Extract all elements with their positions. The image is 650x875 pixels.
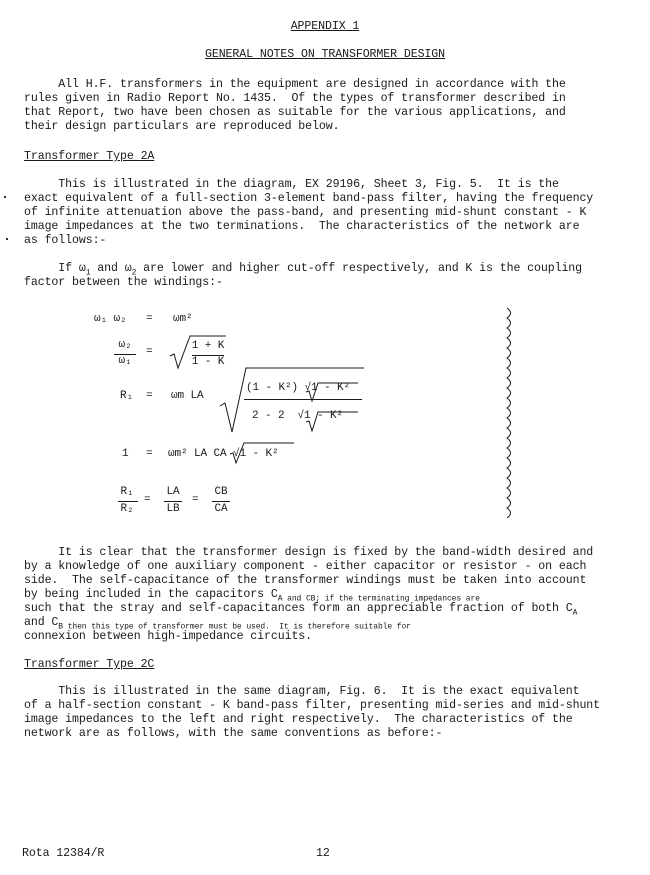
eq2-equals: = <box>146 346 153 358</box>
eq4-lhs: 1 <box>122 448 129 460</box>
page-number: 12 <box>316 847 330 860</box>
eq4-equals: = <box>146 448 153 460</box>
equation-brace-icon <box>504 306 518 518</box>
eq2-rad-num: 1 + K <box>191 340 225 352</box>
eq3-den: 2 - 2 √1 - K² <box>252 410 344 422</box>
eq5-bar-r <box>118 501 138 502</box>
eq4-rhs: ωm² LA CA √1 - K² <box>168 448 279 460</box>
eq5-equals-1: = <box>144 494 151 506</box>
eq5-la: LA <box>166 486 180 498</box>
s2a-p1-line-1: This is illustrated in the diagram, EX 29196, Sheet 3, Fig. 5. It is the <box>24 178 559 191</box>
eq4-radical-icon <box>228 441 298 465</box>
eq1-lhs: ω₁ ω₂ <box>94 313 127 325</box>
s2c-line-1: This is illustrated in the same diagram, Fig. 6. It is the exact equivalent <box>24 685 580 698</box>
after-eq-line-2: by a knowledge of one auxiliary component - either capacitor or resistor - on each <box>24 560 587 573</box>
eq1-rhs: ωm² <box>173 313 193 325</box>
after-eq-line-3: side. The self-capacitance of the transformer windings must be taken into account <box>24 574 587 587</box>
page-title: GENERAL NOTES ON TRANSFORMER DESIGN <box>204 48 445 61</box>
eq1-equals: = <box>146 313 153 325</box>
intro-line-3: that Report, two have been chosen as suitable for the various applications, and <box>24 106 566 119</box>
eq5-equals-2: = <box>192 494 199 506</box>
eq5-r2: R₂ <box>120 503 134 515</box>
s2a-p1-line-4: image impedances at the two terminations. The characteristics of the network are <box>24 220 580 233</box>
after-eq-line-1: It is clear that the transformer design is fixed by the band-width desired and <box>24 546 594 559</box>
eq2-den: ω₁ <box>118 355 132 367</box>
intro-line-1: All H.F. transformers in the equipment are designed in accordance with the <box>24 78 566 91</box>
after-eq-line-5: such that the stray and self-capacitances form an appreciable fraction of both $C_A$ <box>24 602 578 618</box>
eq5-ca: CA <box>214 503 228 515</box>
section-2a-heading: Transformer Type 2A <box>24 150 155 163</box>
eq3-mid: ωm LA <box>171 390 204 402</box>
eq3-fraction-bar <box>244 399 362 400</box>
s2c-line-2: of a half-section constant - K band-pass filter, presenting mid-series and mid-shunt <box>24 699 601 712</box>
margin-mark <box>4 196 6 198</box>
eq3-lhs: R₁ <box>120 390 134 402</box>
after-eq-line-6: and $C_{B then this type of transformer must be used. It is therefore suitable for}$ <box>24 616 411 632</box>
s2c-line-4: network are as follows, with the same conventions as before:- <box>24 727 443 740</box>
appendix-label: APPENDIX 1 <box>290 20 360 33</box>
intro-line-2: rules given in Radio Report No. 1435. Of the types of transformer described in <box>24 92 566 105</box>
eq5-r1: R₁ <box>120 486 134 498</box>
eq5-bar-c <box>212 501 230 502</box>
s2a-p1-line-5: as follows:- <box>24 234 107 247</box>
eq3-equals: = <box>146 390 153 402</box>
s2a-p2-line-1: If $\omega_1$ and $\omega_2$ are lower and higher cut-off respectively, and K is the coupling <box>24 262 583 278</box>
s2a-p1-line-2: exact equivalent of a full-section 3-element band-pass filter, having the frequency <box>24 192 594 205</box>
eq5-lb: LB <box>166 503 180 515</box>
margin-mark <box>6 238 8 240</box>
section-2c-heading: Transformer Type 2C <box>24 658 155 671</box>
document-reference: Rota 12384/R <box>22 847 105 860</box>
after-eq-line-4: by being included in the capacitors $C_{A and CB; if the terminating impedances are}$ <box>24 588 480 604</box>
eq3-radical-icon <box>218 366 366 436</box>
after-eq-line-7: connexion between high-impedance circuits. <box>24 630 313 643</box>
s2c-line-3: image impedances to the left and right respectively. The characteristics of the <box>24 713 573 726</box>
eq3-num: (1 - K²) √1 - K² <box>246 382 351 394</box>
eq2-num: ω₂ <box>118 339 132 351</box>
eq2-rad-den: 1 - K <box>191 356 225 368</box>
s2a-p1-line-3: of infinite attenuation above the pass-band, and presenting mid-shunt constant - K <box>24 206 587 219</box>
s2a-p2-line-2: factor between the windings:- <box>24 276 223 289</box>
intro-line-4: their design particulars are reproduced below. <box>24 120 340 133</box>
eq5-cb: CB <box>214 486 228 498</box>
eq5-bar-l <box>164 501 182 502</box>
